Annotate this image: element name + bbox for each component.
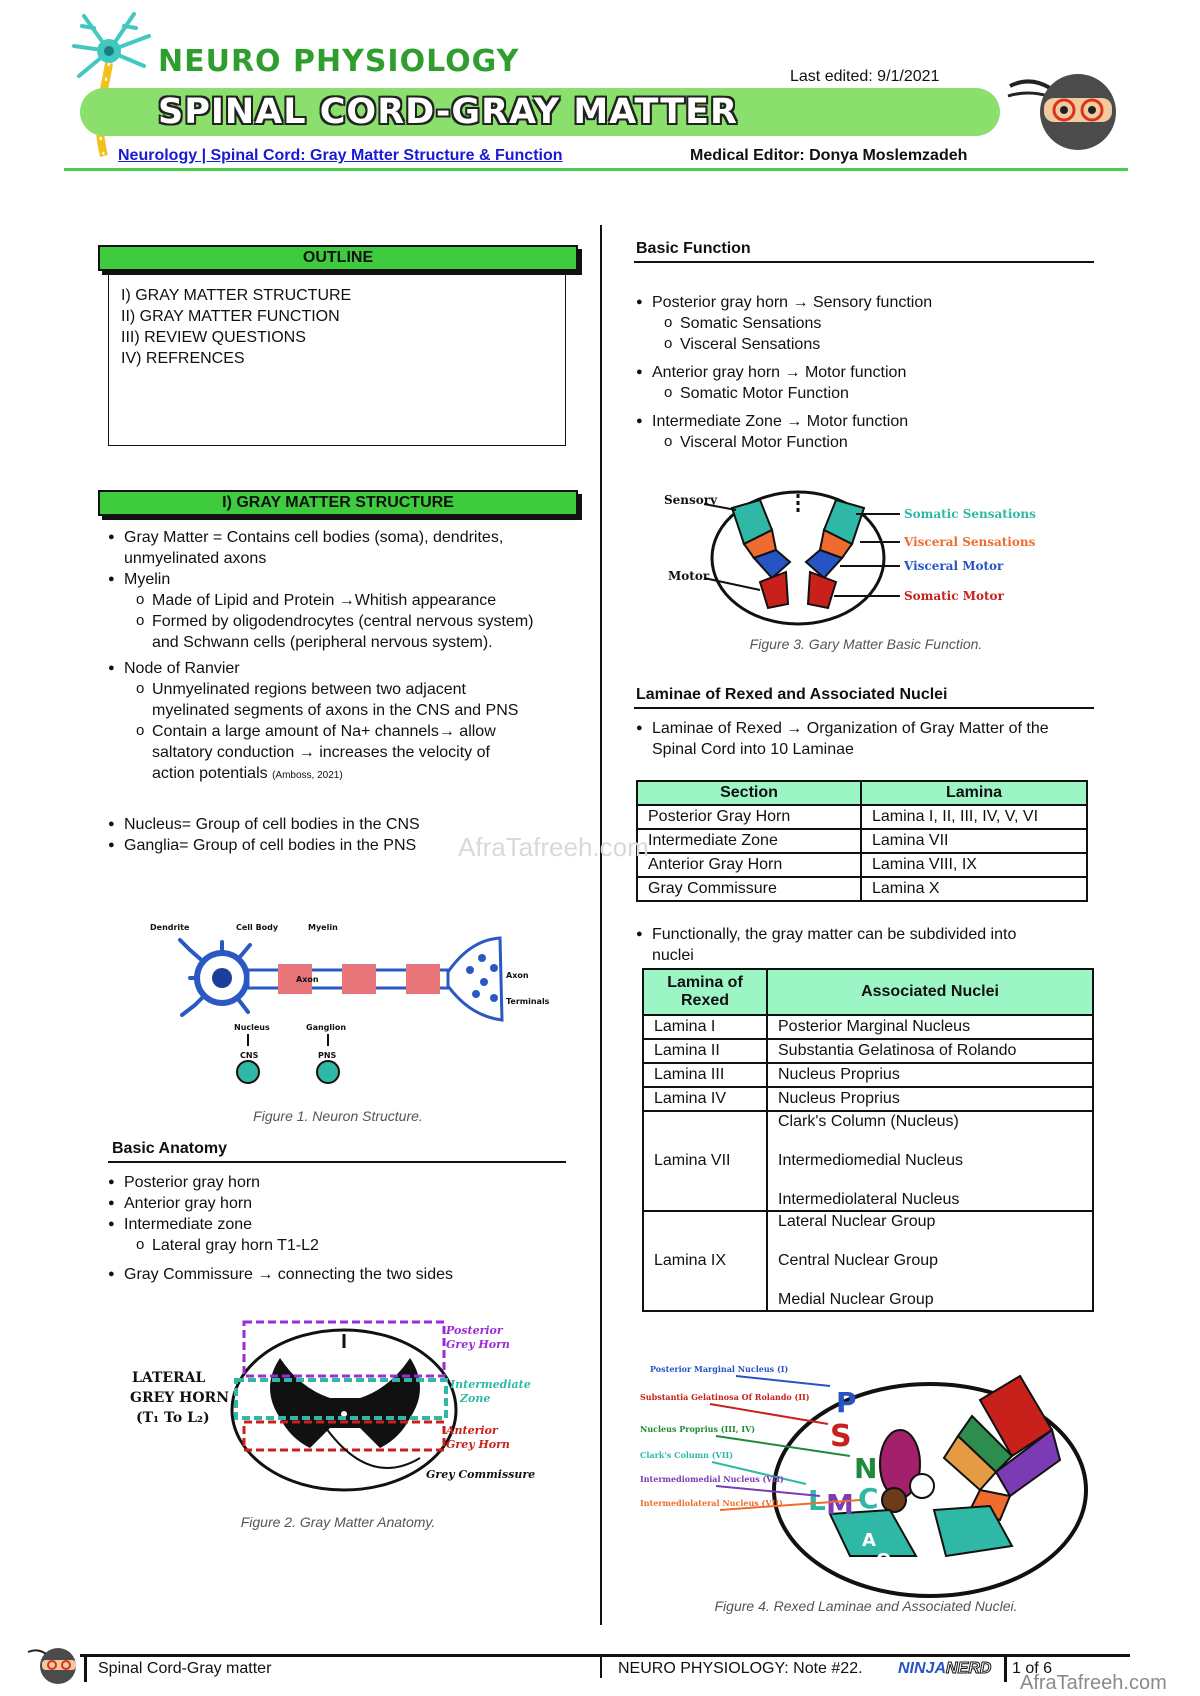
footer-watermark: AfraTafreeh.com: [1020, 1672, 1167, 1694]
table-row: [643, 1087, 1093, 1111]
label-lateral: LATERAL: [132, 1370, 206, 1386]
label-terminals: Terminals: [506, 997, 550, 1006]
footer-separator: [84, 1654, 87, 1682]
bullet-posterior-function: ● Posterior gray horn → Sensory function o Somatic Sensations o Visceral Sensations: [636, 292, 1106, 355]
page-number: 1 of 6: [1012, 1660, 1053, 1677]
table-cell: Lamina I: [643, 1015, 767, 1039]
label-substantia-gelatinosa: Substantia Gelatinosa Of Rolando (II): [640, 1392, 810, 1402]
label-anterior: Anterior: [446, 1424, 498, 1437]
bullet-intermediate-function: ● Intermediate Zone → Motor function o Visceral Motor Function: [636, 411, 1106, 453]
table-cell: Lamina VII: [643, 1111, 767, 1211]
bullet-functional-nuclei: ● Functionally, the gray matter can be subdivided into nuclei: [636, 924, 1106, 966]
source-link[interactable]: Neurology | Spinal Cord: Gray Matter Structure & Function: [118, 147, 563, 164]
label-posterior-marginal: Posterior Marginal Nucleus (I): [650, 1364, 789, 1374]
footer-topic: Spinal Cord-Gray matter: [98, 1660, 272, 1677]
header-rule: [64, 168, 1128, 171]
letter-p: P: [836, 1386, 857, 1419]
table-row: [643, 1111, 1093, 1211]
bullet-gray-matter: ● Gray Matter = Contains cell bodies (soma), dendrites, unmyelinated axons: [108, 527, 588, 569]
table-row: [643, 1015, 1093, 1039]
sub-myelin-lipid: o Made of Lipid and Protein →Whitish appearance: [134, 590, 588, 611]
figure-2-caption: Figure 2. Gray Matter Anatomy.: [240, 1514, 436, 1530]
table-cell: Lamina VII: [861, 829, 1087, 853]
label-sensory: Sensory: [664, 493, 718, 507]
outline-item[interactable]: II) GRAY MATTER FUNCTION: [121, 308, 340, 325]
ninja-mascot-icon: [1000, 56, 1120, 156]
sub-somatic-sensations: o Somatic Sensations: [662, 313, 1106, 334]
table-cell: Gray Commissure: [637, 877, 861, 901]
footer-note: NEURO PHYSIOLOGY: Note #22.: [618, 1660, 863, 1677]
table-cell: Lamina X: [861, 877, 1087, 901]
anatomy-list: [108, 1172, 588, 1285]
table-cell: Substantia Gelatinosa of Rolando: [767, 1039, 1093, 1063]
medical-editor: Medical Editor: Donya Moslemzadeh: [690, 147, 968, 164]
letter-n: N: [854, 1452, 878, 1485]
label-intermediate-2: Zone: [460, 1392, 491, 1405]
laminae-rule: [634, 707, 1094, 709]
label-pns: PNS: [318, 1051, 337, 1060]
table-cell: Clark's Column (Nucleus) Intermediomedial Nucleus Intermediolateral Nucleus: [767, 1111, 1093, 1211]
table-cell: Lateral Nuclear Group Central Nuclear Group Medial Nuclear Group: [767, 1211, 1093, 1311]
label-intermediomedial: Intermediomedial Nucleus (VII): [640, 1474, 784, 1484]
last-edited: Last edited: 9/1/2021: [790, 68, 940, 85]
basic-function-heading: Basic Function: [636, 240, 751, 257]
label-nucleus: Nucleus: [234, 1023, 270, 1032]
letter-o: O: [876, 1550, 892, 1571]
table-row: [637, 829, 1087, 853]
table-header: Associated Nuclei: [767, 969, 1093, 1015]
label-nucleus-proprius: Nucleus Proprius (III, IV): [640, 1424, 756, 1434]
section-lamina-table: [636, 780, 1088, 902]
functional-note: [636, 924, 1106, 966]
outline-box: [108, 272, 566, 446]
figure-3-caption: Figure 3. Gary Matter Basic Function.: [749, 636, 983, 652]
table-cell: Nucleus Proprius: [767, 1063, 1093, 1087]
page-title: SPINAL CORD-GRAY MATTER: [158, 92, 738, 132]
table-cell: Lamina II: [643, 1039, 767, 1063]
label-lateral-2: GREY HORN: [130, 1390, 229, 1406]
lamina-nuclei-table: [642, 968, 1094, 1312]
table-cell: Lamina IX: [643, 1211, 767, 1311]
table-row: [643, 1211, 1093, 1311]
table-cell: Posterior Marginal Nucleus: [767, 1015, 1093, 1039]
sub-ranvier-channels: o Contain a large amount of Na+ channels→ allow saltatory conduction → increases the velocity of action potentials (Amboss, 2021): [134, 721, 588, 786]
table-cell: Posterior Gray Horn: [637, 805, 861, 829]
basic-anatomy-rule: [108, 1161, 566, 1163]
bullet-laminae-rexed: ● Laminae of Rexed → Organization of Gray Matter of the Spinal Cord into 10 Laminae: [636, 718, 1106, 760]
bullet-gray-commissure: ● Gray Commissure → connecting the two sides: [108, 1264, 588, 1285]
label-cell-body: Cell Body: [236, 923, 279, 932]
outline-item[interactable]: I) GRAY MATTER STRUCTURE: [121, 287, 352, 304]
letter-a: A: [862, 1530, 876, 1551]
label-myelin: Myelin: [308, 923, 338, 932]
label-visceral-sensations: Visceral Sensations: [904, 535, 1036, 549]
structure-list: [108, 527, 588, 856]
bullet-intermediate-zone: ● Intermediate zone o Lateral gray horn T1-L2: [108, 1214, 588, 1256]
label-lateral-3: (T₁ To L₂): [136, 1410, 210, 1426]
label-cns: CNS: [240, 1051, 259, 1060]
basic-function-rule: [634, 261, 1094, 263]
table-row: [643, 1039, 1093, 1063]
label-clarks-column: Clark's Column (VII): [640, 1450, 733, 1460]
label-dendrite: Dendrite: [150, 923, 190, 932]
sub-lateral-horn: o Lateral gray horn T1-L2: [134, 1235, 588, 1256]
table-cell: Lamina IV: [643, 1087, 767, 1111]
label-intermediate: Intermediate: [450, 1378, 531, 1391]
neuron-logo-icon: [64, 6, 154, 166]
watermark: AfraTafreeh.com: [458, 832, 649, 862]
table-row: [637, 853, 1087, 877]
label-axon-2: Axon: [506, 971, 529, 980]
figure-2-gray-matter-anatomy: [130, 1318, 570, 1498]
citation: (Amboss, 2021): [272, 770, 343, 781]
laminae-intro: [636, 718, 1106, 760]
outline-heading: OUTLINE: [98, 245, 578, 271]
figure-4-caption: Figure 4. Rexed Laminae and Associated Nuclei.: [714, 1598, 1018, 1614]
figure-4-rexed-laminae-diagram: [640, 1360, 1100, 1600]
footer-brand: NINJANERD: [898, 1660, 992, 1677]
table-header-row: [643, 969, 1093, 1015]
sub-myelin-formed: o Formed by oligodendrocytes (central nervous system) and Schwann cells (peripheral nervous system).: [134, 611, 588, 653]
laminae-heading: Laminae of Rexed and Associated Nuclei: [636, 686, 948, 703]
bullet-posterior-horn: ● Posterior gray horn: [108, 1172, 588, 1193]
table-cell: Lamina VIII, IX: [861, 853, 1087, 877]
basic-anatomy-heading: Basic Anatomy: [112, 1140, 227, 1157]
label-commissure: Grey Commissure: [426, 1468, 536, 1481]
bullet-anterior-horn: ● Anterior gray horn: [108, 1193, 588, 1214]
sub-ranvier-regions: o Unmyelinated regions between two adjacent myelinated segments of axons in the CNS and PNS: [134, 679, 588, 721]
letter-c: C: [858, 1482, 879, 1515]
outline-item[interactable]: IV) REFRENCES: [121, 350, 245, 367]
series-title: NEURO PHYSIOLOGY: [158, 44, 520, 79]
table-cell: Lamina I, II, III, IV, V, VI: [861, 805, 1087, 829]
table-header: Section: [637, 781, 861, 805]
label-somatic-motor: Somatic Motor: [904, 589, 1004, 603]
bullet-nucleus: ● Nucleus= Group of cell bodies in the CNS: [108, 814, 588, 835]
table-row: [637, 877, 1087, 901]
figure-3-basic-function-diagram: [664, 486, 1064, 636]
table-cell: Intermediate Zone: [637, 829, 861, 853]
footer-separator: [600, 1654, 602, 1678]
letter-l: L: [808, 1484, 826, 1517]
table-cell: Lamina III: [643, 1063, 767, 1087]
bullet-anterior-function: ● Anterior gray horn → Motor function o Somatic Motor Function: [636, 362, 1106, 404]
sub-visceral-motor: o Visceral Motor Function: [662, 432, 1106, 453]
function-list: [636, 292, 1106, 453]
bullet-myelin: ● Myelin o Made of Lipid and Protein →Whitish appearance o Formed by oligodendrocytes (central nervous system) and Schwann cells (peripheral nervous system).: [108, 569, 588, 653]
label-posterior-2: Grey Horn: [446, 1338, 510, 1351]
bullet-node-ranvier: ● Node of Ranvier o Unmyelinated regions between two adjacent myelinated segments of axons in the CNS and PNS o Contain a large amount of Na+ channels→ allow saltatory conduction → increases the velocity of action potentials (Amboss, 2021): [108, 658, 588, 786]
figure-1-caption: Figure 1. Neuron Structure.: [253, 1108, 423, 1124]
table-cell: Nucleus Proprius: [767, 1087, 1093, 1111]
column-divider: [600, 225, 602, 1625]
footer-separator: [1004, 1654, 1007, 1682]
label-intermediolateral: Intermediolateral Nucleus (VII): [640, 1498, 783, 1508]
table-header-row: [637, 781, 1087, 805]
label-posterior: Posterior: [446, 1324, 503, 1337]
outline-item[interactable]: III) REVIEW QUESTIONS: [121, 329, 306, 346]
bullet-ganglia: ● Ganglia= Group of cell bodies in the PNS: [108, 835, 588, 856]
table-header: Lamina of Rexed: [643, 969, 767, 1015]
ninja-mascot-footer-icon: [26, 1640, 82, 1686]
table-row: [637, 805, 1087, 829]
label-visceral-motor: Visceral Motor: [904, 559, 1004, 573]
structure-heading: I) GRAY MATTER STRUCTURE: [98, 490, 578, 516]
sub-visceral-sensations: o Visceral Sensations: [662, 334, 1106, 355]
table-header: Lamina: [861, 781, 1087, 805]
letter-m: M: [826, 1488, 854, 1521]
label-anterior-2: Grey Horn: [446, 1438, 510, 1451]
label-somatic-sensations: Somatic Sensations: [904, 507, 1036, 521]
label-ganglion: Ganglion: [306, 1023, 347, 1032]
figure-1-neuron-diagram: [150, 920, 550, 1090]
letter-s: S: [830, 1419, 852, 1454]
table-cell: Anterior Gray Horn: [637, 853, 861, 877]
sub-somatic-motor: o Somatic Motor Function: [662, 383, 1106, 404]
label-axon: Axon: [296, 975, 319, 984]
label-motor: Motor: [668, 569, 710, 583]
table-row: [643, 1063, 1093, 1087]
footer-rule: [80, 1654, 1130, 1657]
